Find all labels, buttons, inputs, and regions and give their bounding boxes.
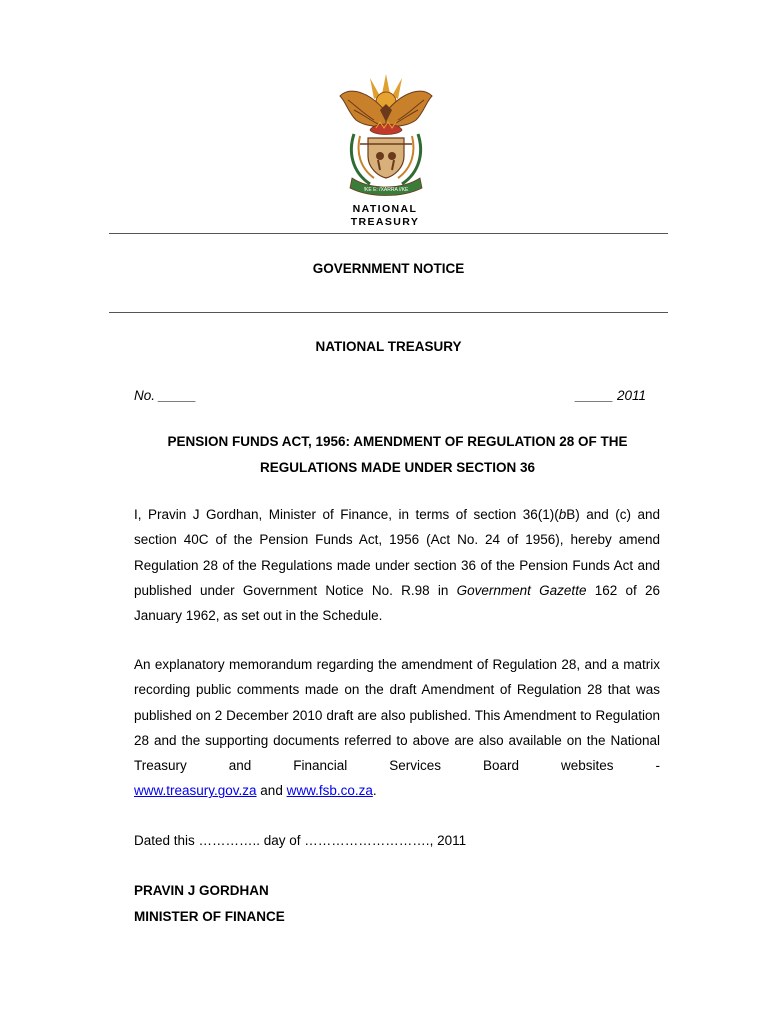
signatory-title: MINISTER OF FINANCE	[134, 909, 285, 924]
p1-italic-b: b	[558, 507, 567, 522]
fsb-website-link[interactable]: www.fsb.co.za	[286, 783, 373, 799]
header-divider-top	[109, 233, 668, 234]
p2-connector: and	[256, 783, 287, 799]
p1-part1: I, Pravin J Gordhan, Minister of Finance, in terms of section 36(1)(	[134, 507, 559, 522]
paragraph-amendment	[134, 502, 660, 628]
title-line1: PENSION FUNDS ACT, 1956: AMENDMENT OF REGULATION 28 OF THE	[167, 434, 628, 449]
motto-ribbon	[350, 178, 422, 196]
p2-links-line	[134, 783, 377, 798]
notice-number: No. _____	[134, 388, 197, 403]
document-title	[110, 429, 685, 481]
p1-italic-gazette: Government Gazette	[456, 582, 587, 598]
crest-label-line1: NATIONAL	[352, 203, 418, 215]
p2-end: .	[372, 783, 377, 799]
department-heading: NATIONAL TREASURY	[315, 339, 462, 354]
dated-line: Dated this ………….. day of ………………………., 2011	[134, 833, 467, 848]
paragraph-memorandum	[134, 652, 660, 804]
title-line2: REGULATIONS MADE UNDER SECTION 36	[259, 460, 536, 475]
crest-label-line2: TREASURY	[350, 216, 420, 228]
notice-heading: GOVERNMENT NOTICE	[312, 261, 465, 276]
crest-motto-text: !KE E: /XARRA //KE	[363, 187, 409, 193]
p1-part2: B) and (c) and section 40C of the Pension Funds Act, 1956 (Act No. 24 of 1956), hereby amend Regulation 28 of the Regulations made under section 36 of the Pension Funds Act and published under Government Notice No. R.98 in	[134, 507, 660, 598]
treasury-website-link[interactable]: www.treasury.gov.za	[134, 783, 257, 799]
header-divider-bottom	[109, 312, 668, 313]
p1-part3: 162 of 26 January 1962, as set out in the Schedule.	[134, 582, 660, 624]
notice-year: _____ 2011	[575, 388, 646, 403]
coat-of-arms-logo	[330, 72, 442, 202]
p2-text: An explanatory memorandum regarding the amendment of Regulation 28, and a matrix recording public comments made on the draft Amendment of Regulation 28 that was published on 2 December 2010 draft are also published. This Amendment to Regulation 28 and the supporting documents referred to above are also available on the National Treasury and Financial Services Board websites -	[134, 657, 660, 774]
signatory-name: PRAVIN J GORDHAN	[134, 883, 269, 898]
